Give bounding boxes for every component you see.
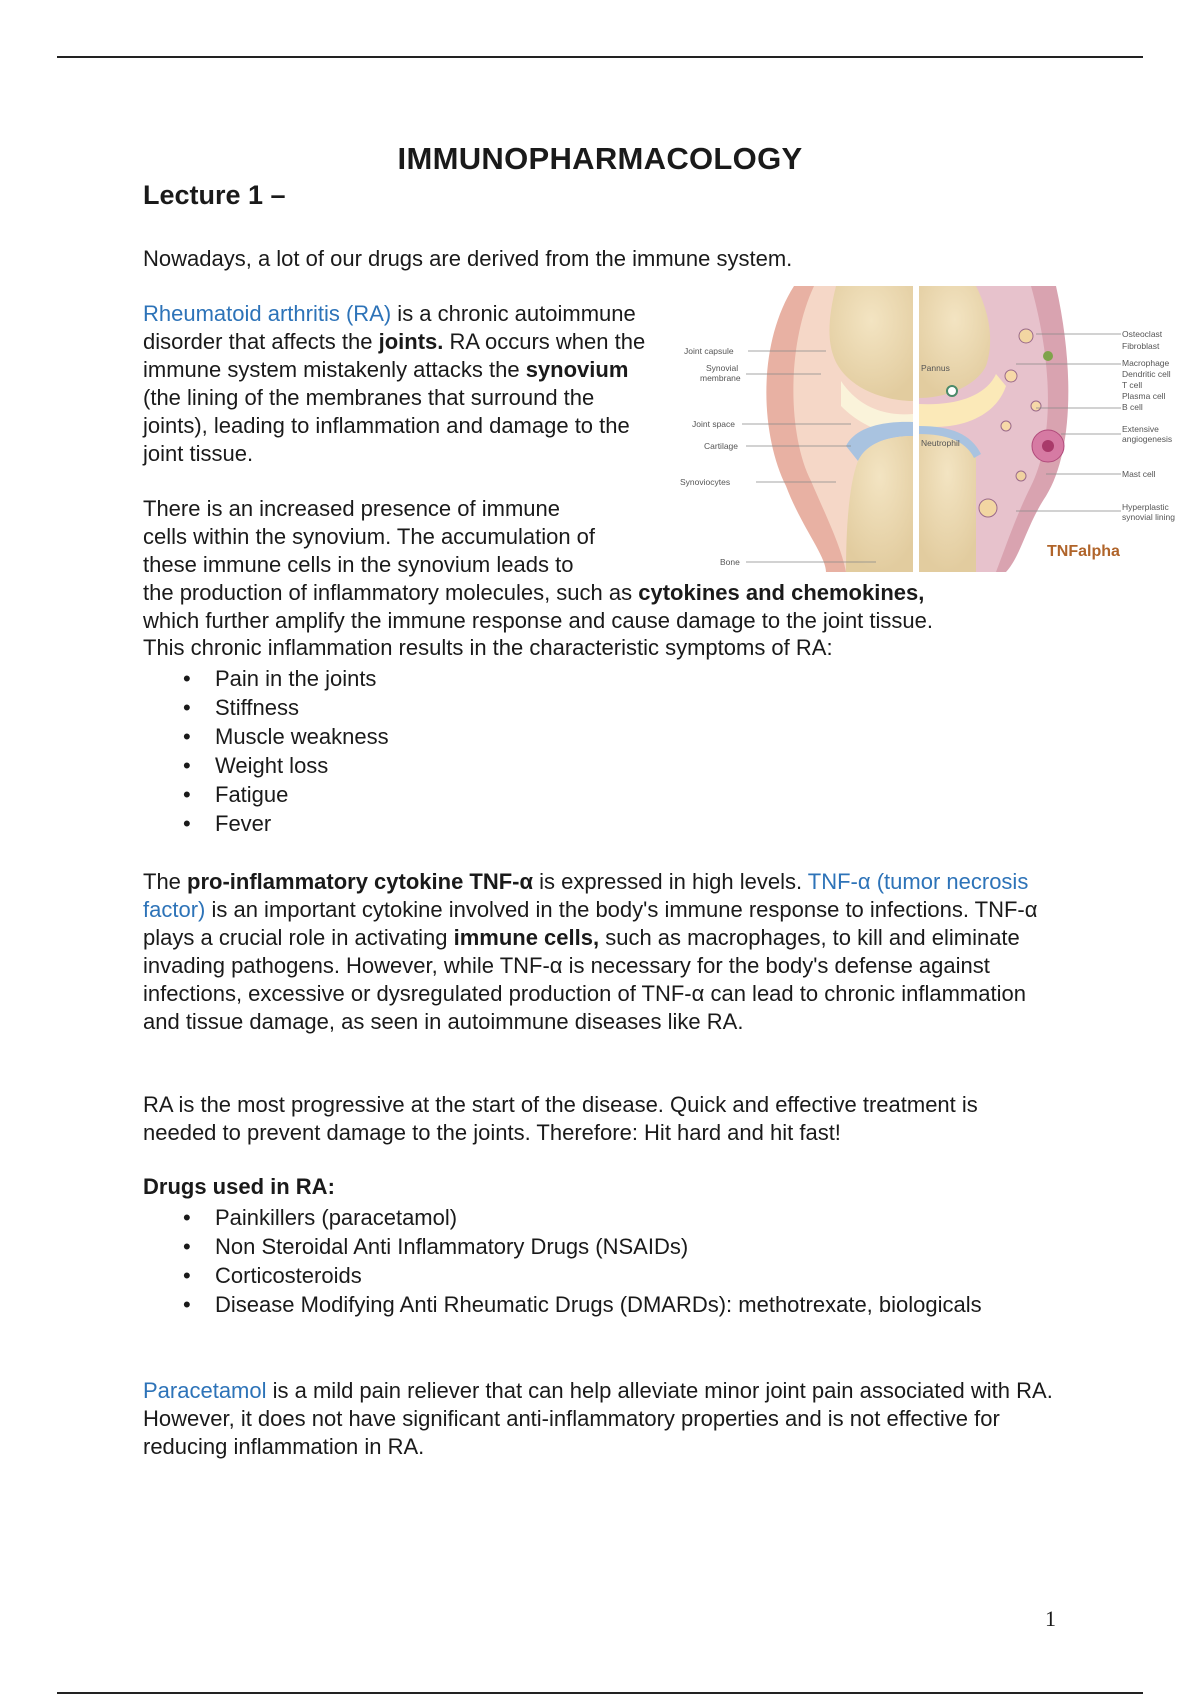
- list-item: • Fatigue: [143, 780, 389, 809]
- svg-text:Joint capsule: Joint capsule: [684, 346, 734, 356]
- svg-text:Osteoclast: Osteoclast: [1122, 329, 1163, 339]
- svg-text:Cartilage: Cartilage: [704, 441, 739, 451]
- document-title: IMMUNOPHARMACOLOGY: [397, 141, 803, 176]
- svg-text:Neutrophil: Neutrophil: [921, 438, 960, 448]
- svg-text:Hyperplastic: Hyperplastic: [1122, 502, 1169, 512]
- svg-text:T cell: T cell: [1122, 380, 1143, 390]
- lecture-heading: Lecture 1 –: [143, 180, 286, 210]
- svg-text:Plasma cell: Plasma cell: [1122, 391, 1166, 401]
- paracetamol-paragraph: Paracetamol is a mild pain reliever that can help alleviate minor joint pain associated with RA. However, it does not have significant anti-inflammatory properties and is not effective for reducing inflammation in RA.: [143, 1378, 1053, 1459]
- svg-text:Synovial: Synovial: [706, 363, 739, 373]
- symptom-list: [143, 664, 389, 838]
- bottom-rule: [57, 1692, 1143, 1694]
- top-rule: [57, 56, 1143, 58]
- list-item: • Corticosteroids: [143, 1261, 1003, 1290]
- svg-text:Extensive: Extensive: [1122, 424, 1159, 434]
- svg-text:Bone: Bone: [720, 557, 740, 567]
- list-item: • Painkillers (paracetamol): [143, 1203, 1003, 1232]
- diagram-divider: [913, 286, 919, 572]
- svg-text:Dendritic cell: Dendritic cell: [1122, 369, 1171, 379]
- joint-diagram: [676, 286, 1196, 572]
- svg-text:B cell: B cell: [1122, 402, 1143, 412]
- list-item: • Weight loss: [143, 751, 389, 780]
- svg-text:angiogenesis: angiogenesis: [1122, 434, 1173, 444]
- list-item: • Fever: [143, 809, 389, 838]
- ra-link[interactable]: Rheumatoid arthritis (RA): [143, 301, 392, 326]
- svg-text:Macrophage: Macrophage: [1122, 358, 1170, 368]
- svg-text:Mast cell: Mast cell: [1122, 469, 1156, 479]
- svg-text:Joint space: Joint space: [692, 419, 735, 429]
- progressive-paragraph: RA is the most progressive at the start of the disease. Quick and effective treatment is needed to prevent damage to the joints. Therefore: Hit hard and hit fast!: [143, 1092, 978, 1145]
- svg-text:synovial lining: synovial lining: [1122, 512, 1175, 522]
- svg-text:Synoviocytes: Synoviocytes: [680, 477, 731, 487]
- tnf-caption: TNFalpha: [1047, 543, 1120, 560]
- intro-paragraph: Nowadays, a lot of our drugs are derived from the immune system.: [143, 246, 793, 271]
- tnf-link[interactable]: TNF-α (tumor necrosis factor): [143, 869, 1029, 922]
- list-item: • Disease Modifying Anti Rheumatic Drugs (DMARDs): methotrexate, biologicals: [143, 1290, 1003, 1319]
- drug-list: [143, 1203, 1003, 1319]
- ra-paragraph: Rheumatoid arthritis (RA) is a chronic autoimmune disorder that affects the joints. RA occurs when the immune system mistakenly attacks the synovium (the lining of the membranes that surround the joints), leading to inflammation and damage to the joint tissue.: [143, 301, 646, 466]
- immune-line-4: the production of inflammatory molecules, such as cytokines and chemokines,: [143, 580, 925, 605]
- immune-line-5: which further amplify the immune response and cause damage to the joint tissue.: [143, 608, 933, 633]
- immune-line-2: cells within the synovium. The accumulation of: [143, 524, 596, 549]
- svg-text:Pannus: Pannus: [921, 363, 950, 373]
- drugs-heading: Drugs used in RA:: [143, 1174, 335, 1199]
- immune-line-1: There is an increased presence of immune: [143, 496, 560, 521]
- immune-line-3: these immune cells in the synovium leads to: [143, 552, 574, 577]
- immune-line-6: This chronic inflammation results in the characteristic symptoms of RA:: [143, 635, 833, 660]
- list-item: • Pain in the joints: [143, 664, 389, 693]
- svg-text:Fibroblast: Fibroblast: [1122, 341, 1160, 351]
- list-item: • Muscle weakness: [143, 722, 389, 751]
- list-item: • Non Steroidal Anti Inflammatory Drugs (NSAIDs): [143, 1232, 1003, 1261]
- page-number: 1: [1045, 1606, 1056, 1631]
- lower-bone-right: [919, 431, 976, 572]
- list-item: • Stiffness: [143, 693, 389, 722]
- tnf-paragraph: The pro-inflammatory cytokine TNF-α is expressed in high levels. TNF-α (tumor necrosis factor) is an important cytokine involved in the body's immune response to infections. TNF-α plays a crucial role in activating immune cells, such as macrophages, to kill and eliminate invading pathogens. However, while TNF-α is necessary for the body's defense against infections, excessive or dysregulated production of TNF-α can lead to chronic inflammation and tissue damage, as seen in autoimmune diseases like RA.: [143, 869, 1038, 1034]
- svg-text:membrane: membrane: [700, 373, 741, 383]
- paracetamol-link[interactable]: Paracetamol: [143, 1378, 267, 1403]
